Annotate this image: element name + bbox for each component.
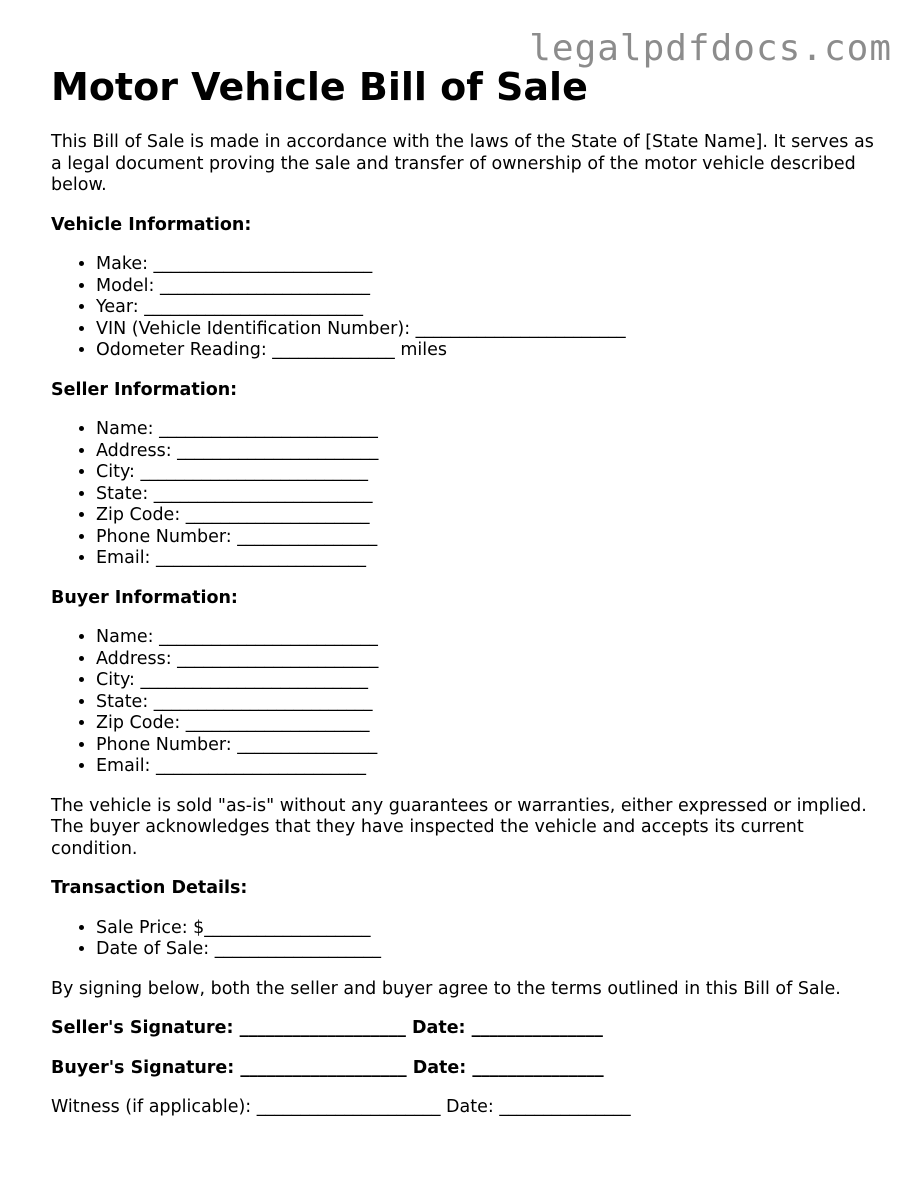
- buyer-zip-field: • Zip Code: _____________________: [96, 713, 881, 735]
- vehicle-information-list: [51, 254, 881, 362]
- document-page: [51, 64, 881, 1119]
- seller-email-field: • Email: ________________________: [96, 548, 881, 570]
- seller-zip-field: • Zip Code: _____________________: [96, 505, 881, 527]
- date-of-sale-field: • Date of Sale: ___________________: [96, 939, 881, 961]
- seller-phone-field: • Phone Number: ________________: [96, 527, 881, 549]
- vehicle-vin-field: • VIN (Vehicle Identification Number): ________________________: [96, 319, 881, 341]
- buyer-address-field: • Address: _______________________: [96, 649, 881, 671]
- transaction-details-heading: Transaction Details:: [51, 878, 248, 898]
- buyer-phone-field: • Phone Number: ________________: [96, 735, 881, 757]
- as-is-paragraph: The vehicle is sold "as-is" without any guarantees or warranties, either expressed or implied. The buyer acknowledges that they have inspected the vehicle and accepts its current condition.: [51, 795, 867, 859]
- seller-address-field: • Address: _______________________: [96, 441, 881, 463]
- buyer-information-list: [51, 627, 881, 778]
- seller-name-field: • Name: _________________________: [96, 419, 881, 441]
- buyer-email-field: • Email: ________________________: [96, 756, 881, 778]
- buyer-name-field: • Name: _________________________: [96, 627, 881, 649]
- seller-information-heading: Seller Information:: [51, 379, 238, 400]
- vehicle-model-field: • Model: ________________________: [96, 276, 881, 298]
- sale-price-field: • Sale Price: $___________________: [96, 918, 881, 940]
- buyer-state-field: • State: _________________________: [96, 692, 881, 714]
- witness-signature-line: Witness (if applicable): _____________________ Date: _______________: [51, 1097, 631, 1117]
- seller-city-field: • City: __________________________: [96, 462, 881, 484]
- vehicle-odometer-field: • Odometer Reading: ______________ miles: [96, 340, 881, 362]
- watermark: legalpdfdocs.com: [529, 28, 892, 69]
- buyer-information-heading: Buyer Information:: [51, 587, 238, 608]
- document-title: Motor Vehicle Bill of Sale: [51, 65, 588, 109]
- seller-state-field: • State: _________________________: [96, 484, 881, 506]
- vehicle-make-field: • Make: _________________________: [96, 254, 881, 276]
- vehicle-year-field: • Year: _________________________: [96, 297, 881, 319]
- agreement-paragraph: By signing below, both the seller and buyer agree to the terms outlined in this Bill of Sale.: [51, 978, 841, 999]
- buyer-signature-line: Buyer's Signature: ___________________ Date: _______________: [51, 1057, 604, 1078]
- buyer-city-field: • City: __________________________: [96, 670, 881, 692]
- transaction-details-list: [51, 918, 881, 961]
- seller-information-list: [51, 419, 881, 570]
- seller-signature-line: Seller's Signature: ___________________ Date: _______________: [51, 1018, 603, 1038]
- intro-paragraph: This Bill of Sale is made in accordance with the laws of the State of [State Name]. It serves as a legal document proving the sale and transfer of ownership of the motor vehicle described below.: [51, 132, 874, 195]
- vehicle-information-heading: Vehicle Information:: [51, 214, 252, 235]
